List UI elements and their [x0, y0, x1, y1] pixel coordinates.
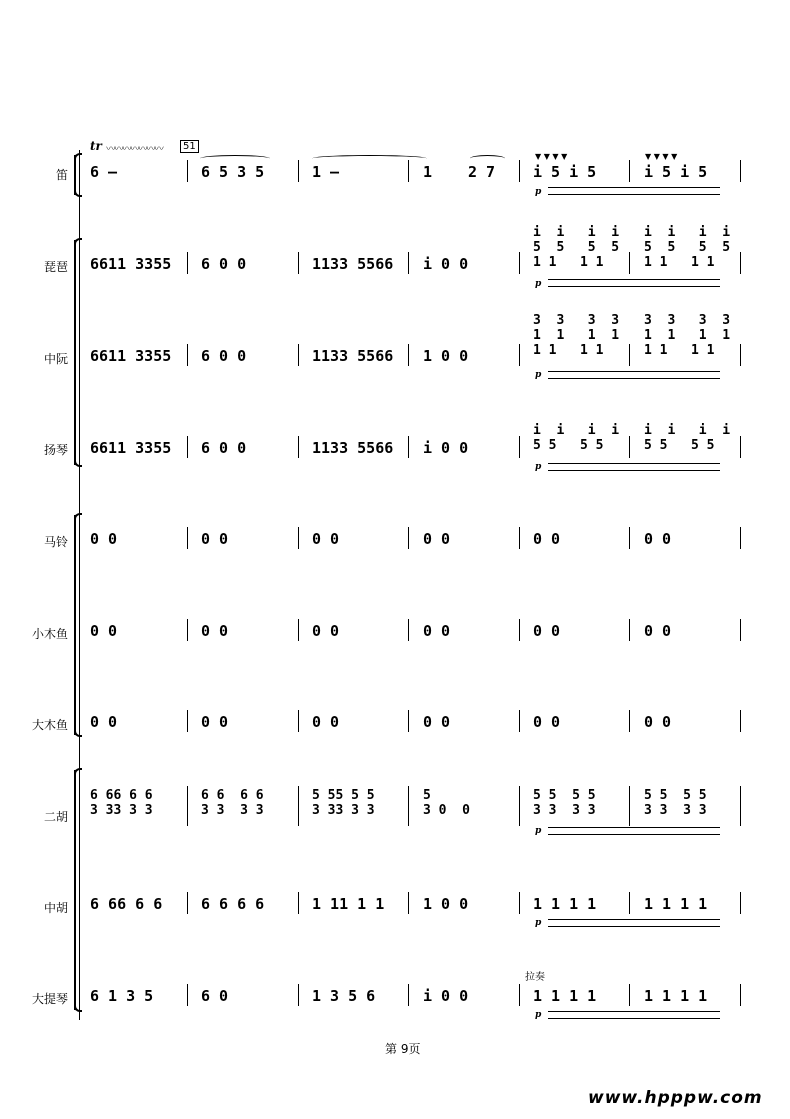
instrument-name-di: 笛: [55, 168, 68, 182]
instrument-name-zhongruan: 中阮: [43, 352, 68, 366]
measure-cell: 0 0: [201, 530, 229, 548]
measure-cell: 0 0: [90, 530, 118, 548]
barline: [298, 344, 299, 366]
measure-cell: 0 0: [644, 530, 672, 548]
measure-stack: 6 66 6 6 3 33 3 3: [90, 788, 153, 818]
barline: [408, 344, 409, 366]
instrument-name-datiqin: 大提琴: [31, 992, 68, 1006]
measure-stack: 5 55 5 5 3 33 3 3: [312, 788, 375, 818]
barline: [519, 160, 520, 182]
barline: [629, 786, 630, 826]
chord-stack: i i i i 5 5 5 5 1 1 1 1: [533, 225, 620, 270]
measure-stack: 5 3 0 0: [423, 788, 470, 818]
instrument-name-erhu: 二胡: [43, 810, 68, 824]
measure-cell: 1133 5566: [312, 439, 394, 457]
chord-stack: 3 3 3 3 1 1 1 1 1 1 1 1: [533, 313, 620, 358]
slur: [312, 155, 427, 162]
dynamic-mark: p: [535, 826, 542, 836]
measure-cell: 6 1 3 5: [90, 987, 154, 1005]
measure-cell: 1 3 5 6: [312, 987, 376, 1005]
barline: [740, 786, 741, 826]
measure-cell: 6611 3355: [90, 255, 172, 273]
measure-cell: 6 5 3 5: [201, 163, 265, 181]
crescendo-line: [548, 279, 720, 287]
barline: [629, 984, 630, 1006]
measure-cell: 1 1 1 1: [533, 987, 597, 1005]
dynamic-mark: p: [535, 279, 542, 289]
barline: [740, 160, 741, 182]
barline: [519, 619, 520, 641]
measure-cell: 1 1 1 1: [644, 987, 708, 1005]
measure-cell: 6 6 6 6: [201, 895, 265, 913]
barline: [519, 436, 520, 458]
measure-cell: 6 0: [201, 987, 229, 1005]
dynamic-mark: p: [535, 918, 542, 928]
barline: [187, 160, 188, 182]
barline: [519, 252, 520, 274]
chord-stack: i i i i 5 5 5 5 1 1 1 1: [644, 225, 731, 270]
rehearsal-mark: 51: [180, 140, 199, 153]
dynamic-mark: p: [535, 187, 542, 197]
barline: [187, 892, 188, 914]
measure-stack: 5 5 5 5 3 3 3 3: [533, 788, 596, 818]
barline: [187, 436, 188, 458]
chord-stack: 3 3 3 3 1 1 1 1 1 1 1 1: [644, 313, 731, 358]
system-line: [79, 150, 80, 1020]
measure-cell: 0 0: [201, 713, 229, 731]
measure-cell: 0 0: [201, 622, 229, 640]
barline: [187, 252, 188, 274]
barline: [740, 710, 741, 732]
measure-cell: 0 0: [312, 713, 340, 731]
barline: [187, 710, 188, 732]
brace-strings: [74, 770, 76, 1010]
barline: [298, 436, 299, 458]
barline: [298, 252, 299, 274]
barline: [408, 436, 409, 458]
dynamic-mark: p: [535, 370, 542, 380]
barline: [740, 436, 741, 458]
dynamic-mark: p: [535, 1010, 542, 1020]
barline: [740, 252, 741, 274]
crescendo-line: [548, 1011, 720, 1019]
barline: [408, 160, 409, 182]
barline: [519, 710, 520, 732]
barline: [187, 786, 188, 826]
barline: [629, 710, 630, 732]
barline: [519, 892, 520, 914]
measure-cell: 0 0: [423, 713, 451, 731]
crescendo-line: [548, 827, 720, 835]
slur: [200, 155, 270, 162]
measure-cell: i 5 i 5: [644, 163, 708, 181]
dynamic-mark: p: [535, 462, 542, 472]
crescendo-line: [548, 919, 720, 927]
measure-cell: 0 0: [90, 713, 118, 731]
crescendo-line: [548, 371, 720, 379]
barline: [740, 344, 741, 366]
measure-stack: 6 6 6 6 3 3 3 3: [201, 788, 264, 818]
measure-cell: 6 0 0: [201, 439, 247, 457]
brace-flute: [74, 155, 76, 195]
barline: [629, 436, 630, 458]
instrument-name-yangqin: 扬琴: [43, 443, 68, 457]
measure-cell: 0 0: [533, 530, 561, 548]
measure-cell: i 5 i 5: [533, 163, 597, 181]
instrument-name-maling: 马铃: [43, 535, 68, 549]
barline: [187, 984, 188, 1006]
barline: [629, 252, 630, 274]
measure-cell: 1 1 1 1: [644, 895, 708, 913]
measure-cell: 6611 3355: [90, 439, 172, 457]
barline: [740, 984, 741, 1006]
measure-cell: 1 0 0: [423, 347, 469, 365]
technique-label: 拉奏: [525, 972, 545, 983]
barline: [187, 527, 188, 549]
barline: [187, 619, 188, 641]
measure-cell: 0 0: [312, 530, 340, 548]
measure-cell: 1133 5566: [312, 347, 394, 365]
measure-cell: 0 0: [423, 530, 451, 548]
barline: [298, 710, 299, 732]
trill-wavy-line: 〰〰〰〰〰〰〰: [106, 144, 162, 155]
barline: [629, 619, 630, 641]
slur: [470, 155, 505, 162]
barline: [408, 252, 409, 274]
measure-cell: 0 0: [533, 622, 561, 640]
chord-stack: i i i i 5 5 5 5: [644, 423, 731, 453]
barline: [298, 892, 299, 914]
measure-cell: 1133 5566: [312, 255, 394, 273]
measure-cell: 6 0 0: [201, 255, 247, 273]
measure-cell: 0 0: [90, 622, 118, 640]
barline: [629, 344, 630, 366]
barline: [408, 710, 409, 732]
measure-cell: 2 7: [468, 163, 496, 181]
barline: [408, 619, 409, 641]
barline: [519, 527, 520, 549]
crescendo-line: [548, 187, 720, 195]
instrument-name-pipa: 琵琶: [43, 260, 68, 274]
instrument-name-xiaomuyu: 小木鱼: [31, 627, 68, 641]
barline: [629, 892, 630, 914]
barline: [740, 892, 741, 914]
trill-mark: tr: [90, 139, 102, 153]
barline: [298, 619, 299, 641]
measure-cell: 6 66 6 6: [90, 895, 163, 913]
barline: [408, 984, 409, 1006]
crescendo-line: [548, 463, 720, 471]
measure-cell: i 0 0: [423, 255, 469, 273]
measure-cell: 0 0: [644, 622, 672, 640]
accent-marks: ▼ ▼ ▼ ▼: [645, 152, 678, 161]
measure-cell: 6 0 0: [201, 347, 247, 365]
barline: [298, 160, 299, 182]
barline: [298, 527, 299, 549]
barline: [519, 344, 520, 366]
watermark: www.hpppw.com: [588, 1088, 763, 1108]
barline: [408, 892, 409, 914]
barline: [740, 527, 741, 549]
measure-cell: 0 0: [312, 622, 340, 640]
brace-plucked: [74, 240, 76, 465]
measure-cell: 1 11 1 1: [312, 895, 385, 913]
measure-cell: 6 –: [90, 163, 118, 181]
measure-stack: 5 5 5 5 3 3 3 3: [644, 788, 707, 818]
barline: [519, 786, 520, 826]
measure-cell: i 0 0: [423, 439, 469, 457]
measure-cell: 0 0: [423, 622, 451, 640]
barline: [298, 786, 299, 826]
instrument-name-zhonghu: 中胡: [43, 901, 68, 915]
barline: [408, 527, 409, 549]
measure-cell: 0 0: [644, 713, 672, 731]
measure-cell: 1 1 1 1: [533, 895, 597, 913]
measure-cell: i 0 0: [423, 987, 469, 1005]
barline: [629, 527, 630, 549]
barline: [740, 619, 741, 641]
barline: [298, 984, 299, 1006]
measure-cell: 1 0 0: [423, 895, 469, 913]
measure-cell: 6611 3355: [90, 347, 172, 365]
instrument-name-damuyu: 大木鱼: [31, 718, 68, 732]
chord-stack: i i i i 5 5 5 5: [533, 423, 620, 453]
measure-cell: 1 –: [312, 163, 340, 181]
barline: [519, 984, 520, 1006]
measure-cell: 1: [423, 163, 433, 181]
brace-percussion: [74, 515, 76, 735]
accent-marks: ▼ ▼ ▼ ▼: [535, 152, 568, 161]
measure-cell: 0 0: [533, 713, 561, 731]
barline: [187, 344, 188, 366]
page-number: 第 9页: [385, 1042, 421, 1056]
barline: [629, 160, 630, 182]
barline: [408, 786, 409, 826]
